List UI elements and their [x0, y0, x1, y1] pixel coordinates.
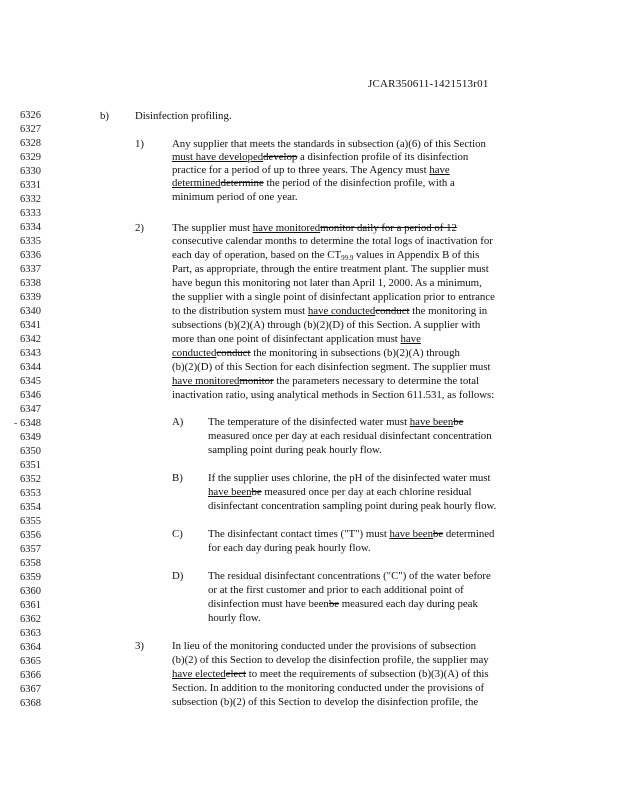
- line-number: 6334: [20, 222, 41, 233]
- item-3-number: 3): [135, 640, 144, 652]
- line-number: 6344: [20, 362, 41, 373]
- line-number: 6363: [20, 628, 41, 639]
- line-number: 6355: [20, 516, 41, 527]
- line-number: 6367: [20, 684, 41, 695]
- line-number: 6362: [20, 614, 41, 625]
- line-number: 6352: [20, 474, 41, 485]
- item-2-number: 2): [135, 222, 144, 234]
- sub-b-label: B): [172, 472, 183, 484]
- sub-c-label: C): [172, 528, 183, 540]
- line-number: 6359: [20, 572, 41, 583]
- section-b-title: Disinfection profiling.: [135, 110, 232, 122]
- line-number: 6365: [20, 656, 41, 667]
- line-number: 6341: [20, 320, 41, 331]
- margin-mark: -: [14, 418, 18, 429]
- line-number: 6366: [20, 670, 41, 681]
- line-number: 6333: [20, 208, 41, 219]
- line-number: 6347: [20, 404, 41, 415]
- line-number: 6330: [20, 166, 41, 177]
- line-number: 6331: [20, 180, 41, 191]
- line-number: 6336: [20, 250, 41, 261]
- section-b-label: b): [100, 110, 109, 122]
- line-number: 6340: [20, 306, 41, 317]
- line-number: 6345: [20, 376, 41, 387]
- item-1-number: 1): [135, 138, 144, 150]
- sub-a-label: A): [172, 416, 184, 428]
- line-number: 6342: [20, 334, 41, 345]
- sub-d-label: D): [172, 570, 184, 582]
- line-number: 6337: [20, 264, 41, 275]
- document-id-header: JCAR350611-1421513r01: [368, 78, 489, 90]
- line-number: 6356: [20, 530, 41, 541]
- line-number: 6368: [20, 698, 41, 709]
- line-number: 6326: [20, 110, 41, 121]
- line-number: 6332: [20, 194, 41, 205]
- line-number: 6346: [20, 390, 41, 401]
- line-number: 6343: [20, 348, 41, 359]
- line-number: 6351: [20, 460, 41, 471]
- line-number: 6364: [20, 642, 41, 653]
- line-number: 6354: [20, 502, 41, 513]
- line-number: 6335: [20, 236, 41, 247]
- line-number: 6358: [20, 558, 41, 569]
- line-number: 6353: [20, 488, 41, 499]
- line-number: 6350: [20, 446, 41, 457]
- line-number: 6329: [20, 152, 41, 163]
- line-number: 6339: [20, 292, 41, 303]
- line-number: 6360: [20, 586, 41, 597]
- line-number: 6361: [20, 600, 41, 611]
- line-number: 6348: [20, 418, 41, 429]
- line-number: 6338: [20, 278, 41, 289]
- line-number: 6349: [20, 432, 41, 443]
- line-number: 6327: [20, 124, 41, 135]
- line-number: 6328: [20, 138, 41, 149]
- line-number: 6357: [20, 544, 41, 555]
